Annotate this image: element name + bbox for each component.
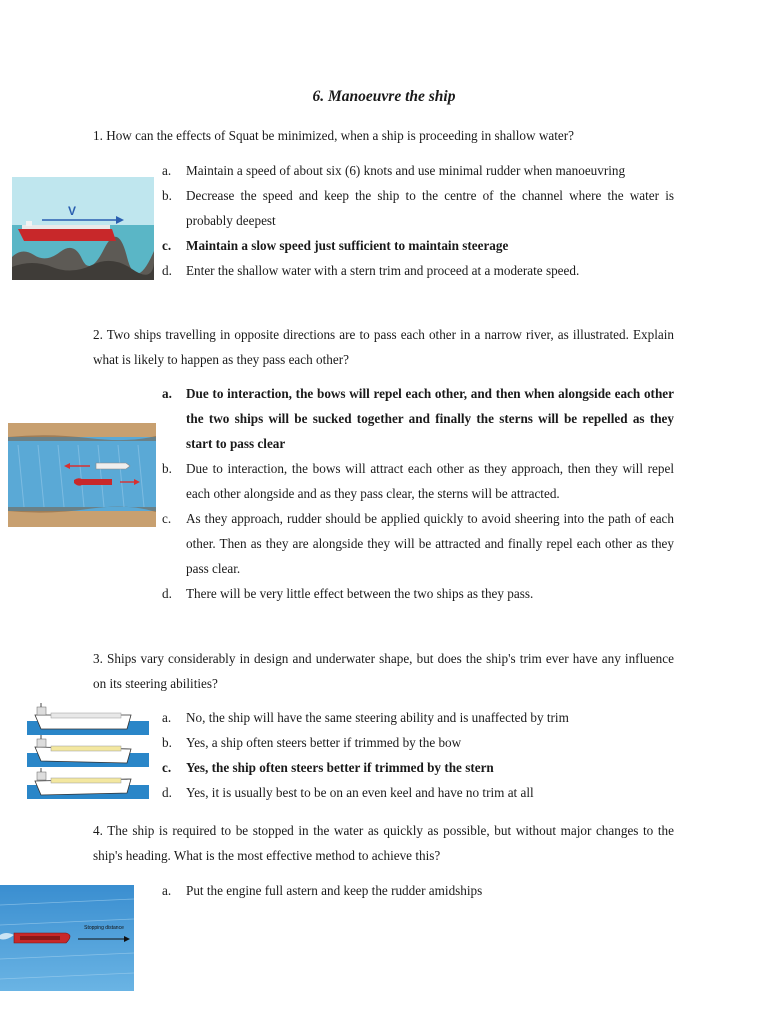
question-3-options bbox=[162, 705, 674, 805]
question-4-text: 4. The ship is required to be stopped in the water as quickly as possible, but without major changes to the ship's heading. What is the most effective method to achieve this? bbox=[93, 823, 674, 863]
option-1a[interactable]: a. Maintain a speed of about six (6) knots and use minimal rudder when manoeuvring bbox=[162, 163, 626, 178]
question-1-options bbox=[162, 158, 674, 283]
question-4-options bbox=[162, 878, 674, 903]
option-1c[interactable]: c. Maintain a slow speed just sufficient to maintain steerage bbox=[162, 238, 509, 253]
option-1d[interactable]: d. Enter the shallow water with a stern trim and proceed at a moderate speed. bbox=[162, 263, 580, 278]
option-3d[interactable]: d. Yes, it is usually best to be on an even keel and have no trim at all bbox=[162, 785, 534, 800]
option-1b[interactable]: b. Decrease the speed and keep the ship to the centre of the channel where the water is probably deepest bbox=[162, 188, 674, 228]
question-2-options bbox=[162, 381, 674, 606]
trim-illustration bbox=[27, 703, 149, 803]
option-2d[interactable]: d. There will be very little effect between the two ships as they pass. bbox=[162, 586, 534, 601]
velocity-label: V bbox=[67, 204, 77, 218]
option-3a[interactable]: a. No, the ship will have the same steering ability and is unaffected by trim bbox=[162, 710, 569, 725]
stopping-distance-label: Stopping distance bbox=[84, 925, 124, 931]
stopping-distance-illustration bbox=[0, 885, 134, 991]
question-2-text: 2. Two ships travelling in opposite directions are to pass each other in a narrow river, as illustrated. Explain what is likely to happen as they pass each other? bbox=[93, 327, 674, 367]
option-3c[interactable]: c. Yes, the ship often steers better if trimmed by the stern bbox=[162, 760, 494, 775]
option-2a[interactable]: a. Due to interaction, the bows will repel each other, and then when alongside each other the two ships will be sucked together and finally the sterns will be repelled as they start to pass clear bbox=[162, 386, 674, 451]
interaction-illustration bbox=[8, 423, 156, 527]
option-3b[interactable]: b. Yes, a ship often steers better if trimmed by the bow bbox=[162, 735, 462, 750]
option-4a[interactable]: a. Put the engine full astern and keep the rudder amidships bbox=[162, 883, 483, 898]
option-2c[interactable]: c. As they approach, rudder should be applied quickly to avoid sheering into the path of each other. Then as they are alongside they will be attracted and finally repel each other as they pass clear. bbox=[162, 511, 674, 576]
section-title: 6. Manoeuvre the ship bbox=[312, 88, 456, 105]
question-3-text: 3. Ships vary considerably in design and underwater shape, but does the ship's trim ever have any influence on its steering abilities? bbox=[93, 651, 674, 691]
option-2b[interactable]: b. Due to interaction, the bows will attract each other as they approach, then they will repel each other alongside and as they pass clear, the sterns will be attracted. bbox=[162, 461, 674, 501]
question-1-text: 1. How can the effects of Squat be minimized, when a ship is proceeding in shallow water? bbox=[93, 128, 574, 143]
squat-illustration bbox=[12, 177, 154, 280]
